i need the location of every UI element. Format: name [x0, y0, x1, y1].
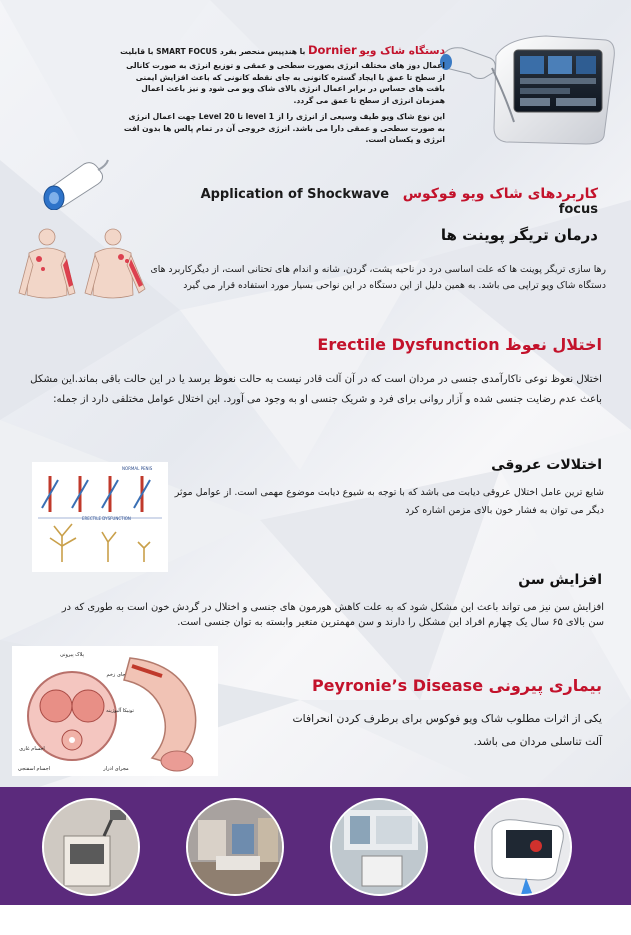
footer-photo-device-closeup [474, 798, 572, 896]
anatomy-label-tunica: تونیکا آلبوژینه [106, 708, 134, 714]
anatomy-label-peyronie-plaque: پلاک پیرونی [59, 652, 85, 658]
intro-p1-c: با قابلیت اعمال دوز های مختلف انرژی بصورت سطحی و عمقی و توزیع انرژی به صورت کانالی از سطح تا عمق با ایجاد گستره کانونی به جای نقطه کانونی که باعث افزایش ایمنی بافت های حساس در برابر اعمال انرژی بالای شاک ویو می شود و نیز باعث اعمال همزمان انرژی از سطح تا عمق می گردد. [120, 47, 445, 106]
footer-photo-treatment-room [186, 798, 284, 896]
intro-brand-fa: دستگاه شاک ویو [359, 45, 445, 57]
peyronie-title [280, 676, 602, 695]
handpiece-probe-image [40, 158, 110, 210]
ed-title-en: Erectile Dysfunction [317, 335, 500, 354]
vascular-diagram-svg [32, 462, 168, 572]
age-body: افزایش سن نیز می تواند باعث این مشکل شود که به علت کاهش هورمون های جنسی و اختلال در گردش خون است به طوری که در سن بالای ۶۵ سال یک چهارم افراد این مشکل را دارند و سن مهمترین متغیر وابسته به توان جنسی است. [61, 602, 604, 629]
footer-photo-device-room [42, 798, 140, 896]
footer-photo-clinic [330, 798, 428, 896]
age-title: افزایش سن [518, 572, 602, 588]
application-title-fa: کاربردهای شاک ویو فوکوس [402, 186, 598, 202]
peyronie-title-en: Peyronie’s Disease [311, 676, 484, 695]
vessel-label-ed: ERECTILE DYSFUNCTION [82, 516, 131, 521]
anatomy-label-urethra: مجرای ادرار [103, 766, 129, 772]
vascular-body: شایع ترین عامل اختلال عروقی دیابت می باشد که با توجه به شیوع دیابت موضوع مهمی است. از عوامل موثر دیگر می توان به فشار خون بالای مزمن اشاره کرد [174, 487, 604, 517]
ed-body: اختلال نعوظ نوعی ناکارآمدی جنسی در مردان است که در آن آلت قادر نیست به حالت نعوظ برسد یا در این حالت باقی بماند.این مشکل باعث عدم رضایت جنسی شده و آزار روانی برای فرد و شریک جنسی او به وجود می آورد. این اختلال عوامل مختلفی دارد از جمله: [30, 374, 602, 406]
trigger-point-body-image [17, 225, 151, 317]
anatomy-label-spongiosum: اجسام اسفنجی [17, 766, 51, 772]
vascular-title: اختلالات عروقی [491, 457, 602, 473]
intro-paragraph-2: این نوع شاک ویو طیف وسیعی از انرژی را از level 1 تا Level 20 جهت اعمال انرژی به صورت سطحی و عمقی دارا می باشد. انرژی خروجی آن در تمام پالس ها بدون افت انرژی و یکسان است. [123, 111, 445, 145]
anatomy-label-scar: جای زخم [106, 672, 126, 678]
anatomy-label-cavernosa: اجسام غاری [19, 746, 45, 752]
application-title [178, 186, 598, 217]
vessel-label-normal: NORMAL PENIS [122, 466, 153, 471]
intro-brand-en: Dornier [307, 43, 357, 57]
ed-title [200, 335, 602, 354]
intro-p1-a: با هندپیس منحصر بفرد [219, 47, 306, 56]
intro-paragraph-1 [120, 42, 445, 107]
penile-anatomy-image [12, 646, 218, 776]
trigger-point-body: رها سازی تریگر پوینت ها که علت اساسی درد در ناحیه پشت، گردن، شانه و اندام های تحتانی است، از دیگرکاربرد های دستگاه شاک ویو تراپی می باشد. به همین دلیل از این دستگاه در این نواحی بسیار مورد استفاده قرار می گیرد [150, 264, 606, 292]
shockwave-device-image [436, 18, 618, 150]
trigger-point-title: درمان تریگر پوینت ها [440, 226, 598, 244]
penile-anatomy-svg [12, 646, 218, 776]
ed-title-fa: اختلال نعوظ [505, 335, 602, 354]
peyronie-title-fa: بیماری پیرونی [488, 676, 602, 695]
application-title-en: Application of Shockwave focus [200, 187, 598, 217]
vascular-diagram-image [32, 462, 168, 572]
bottom-margin [0, 905, 631, 935]
intro-text [120, 42, 445, 150]
intro-p1-b: SMART FOCUS [156, 47, 218, 56]
peyronie-body: یکی از اثرات مطلوب شاک ویو فوکوس برای برطرف کردن انحرافات آلت تناسلی مردان می باشد. [292, 712, 602, 748]
